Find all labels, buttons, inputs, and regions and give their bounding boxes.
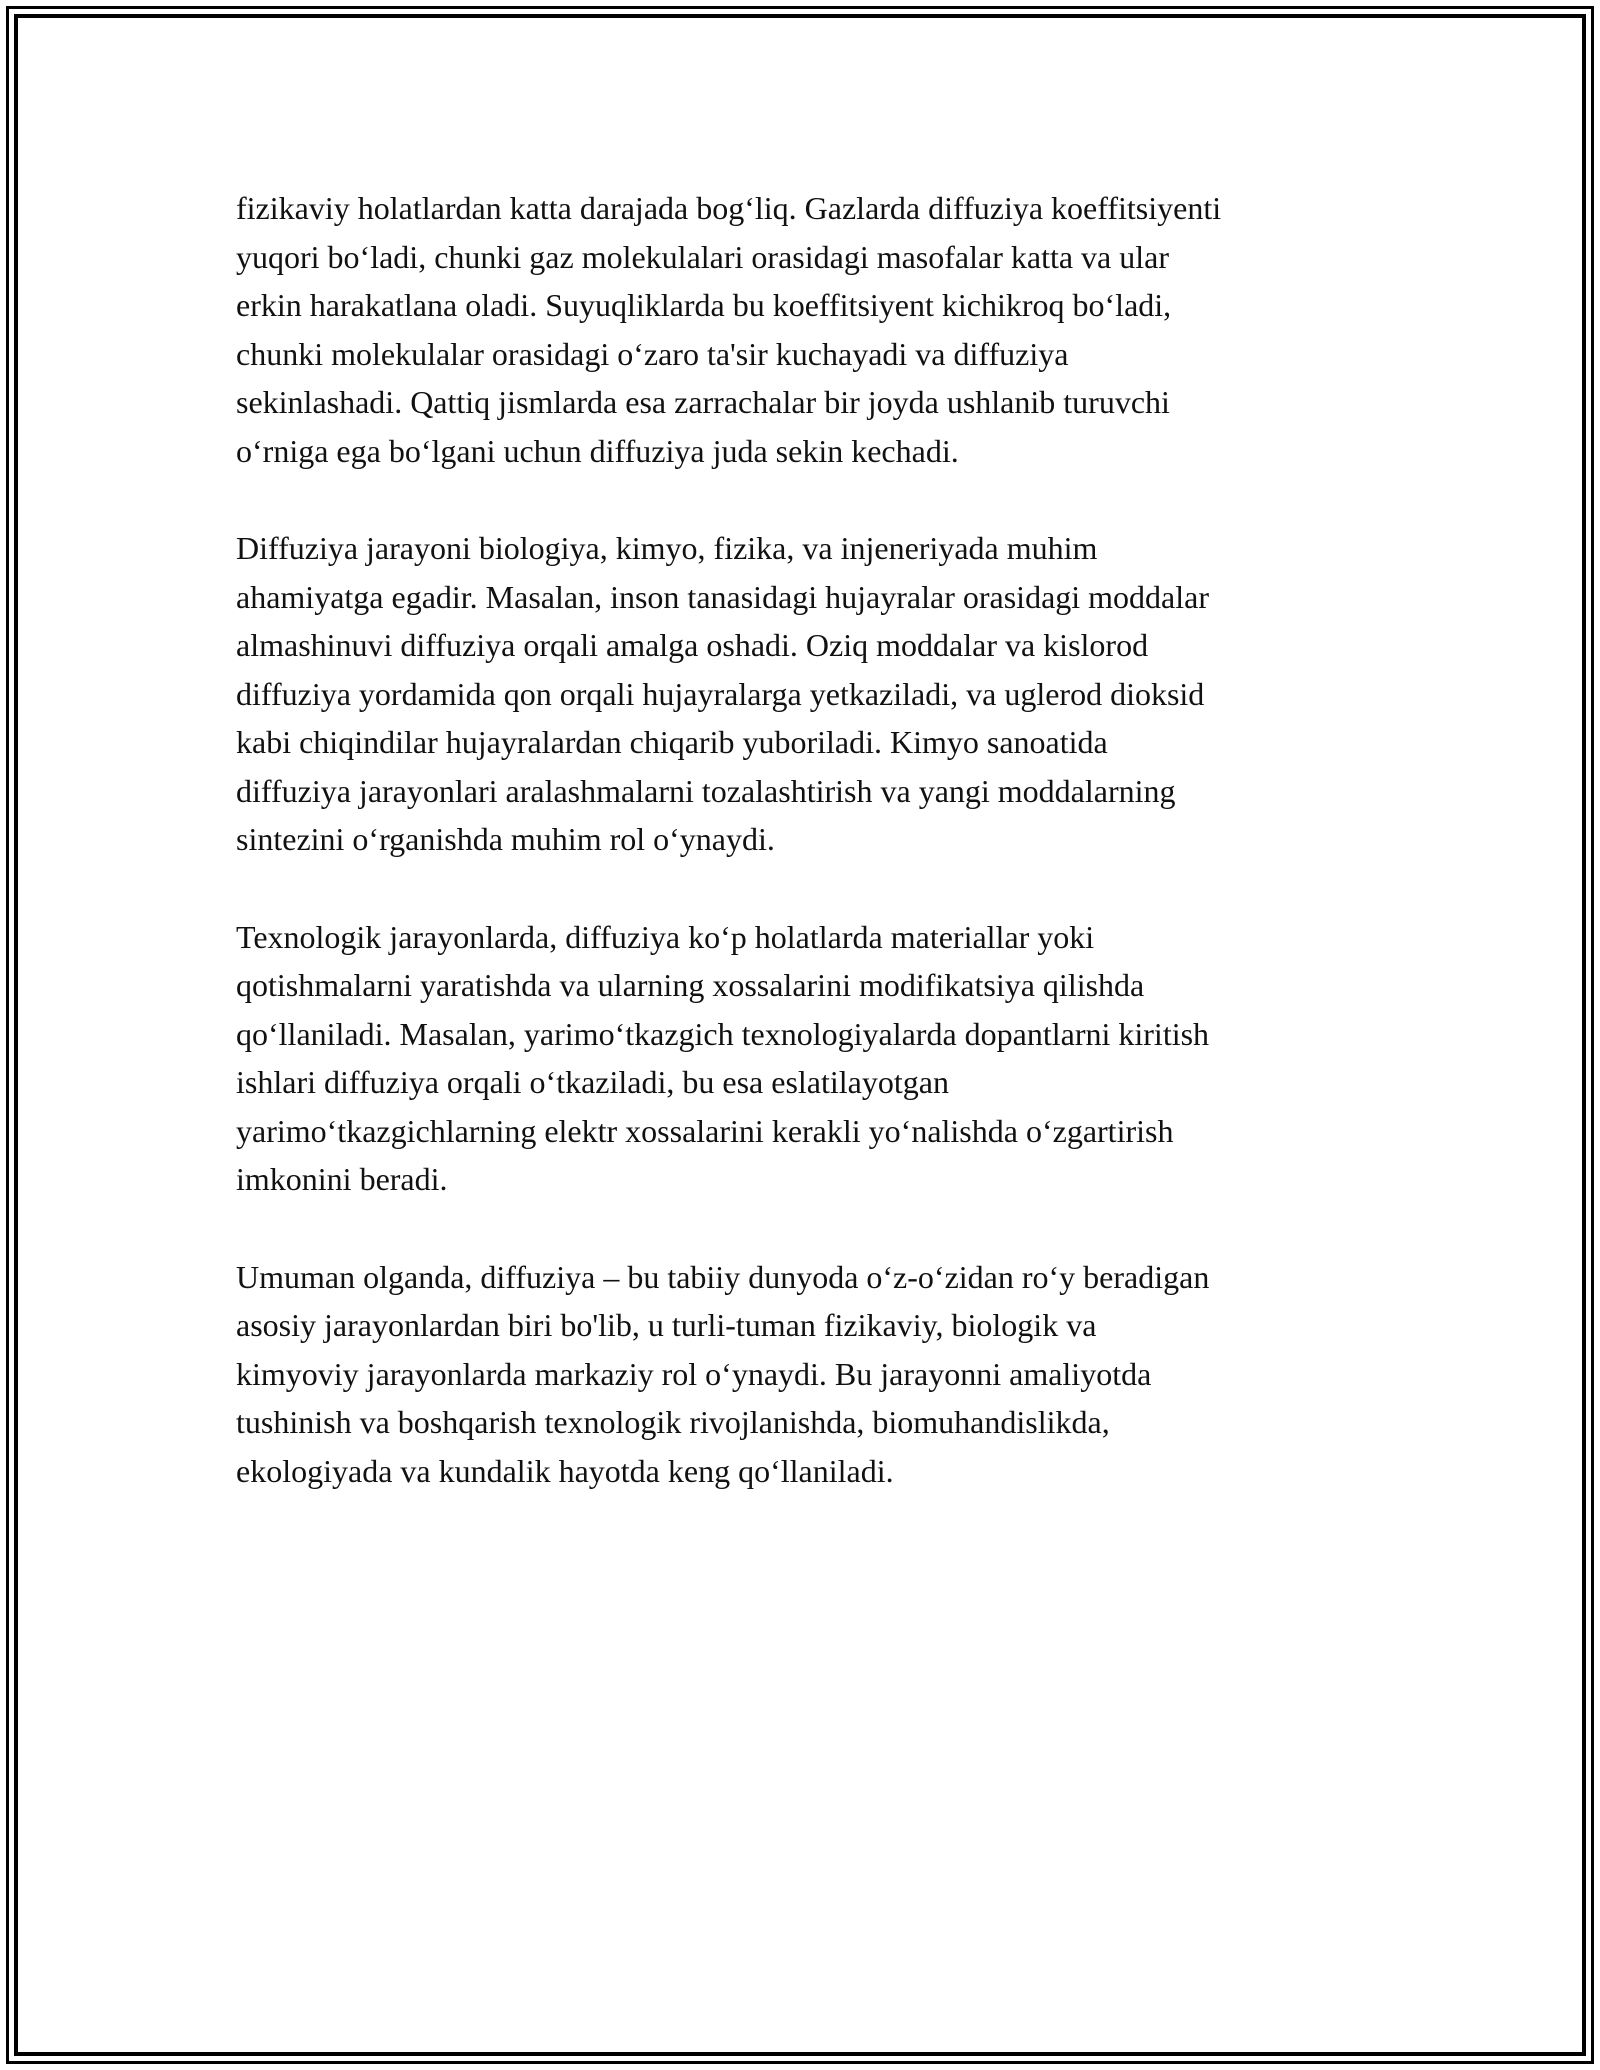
text-line: chunki molekulalar orasidagi o‘zaro ta'sir kuchayadi va diffuziya [236, 335, 1069, 372]
text-line: sekinlashadi. Qattiq jismlarda esa zarrachalar bir joyda ushlanib turuvchi [236, 384, 1170, 420]
text-line: ishlari diffuziya orqali o‘tkaziladi, bu esa eslatilayotgan [236, 1064, 949, 1100]
text-line: ekologiyada va kundalik hayotda keng qo‘llaniladi. [236, 1452, 894, 1489]
text-line: ahamiyatga egadir. Masalan, inson tanasidagi hujayralar orasidagi moddalar [236, 578, 1209, 615]
text-line: qotishmalarni yaratishda va ularning xossalarini modifikatsiya qilishda [236, 967, 1145, 1003]
paragraph-4 [236, 1253, 1376, 1496]
paragraph-1 [236, 184, 1376, 475]
document-body [236, 184, 1376, 1495]
text-line: diffuziya yordamida qon orqali hujayralarga yetkaziladi, va uglerod dioksid [236, 675, 1205, 712]
paragraph-3 [236, 913, 1376, 1204]
text-line: almashinuvi diffuziya orqali amalga oshadi. Oziq moddalar va kislorod [236, 627, 1149, 663]
text-line: Diffuziya jarayoni biologiya, kimyo, fizika, va injeneriyada muhim [236, 530, 1098, 566]
text-line: erkin harakatlana oladi. Suyuqliklarda bu koeffitsiyent kichikroq bo‘ladi, [236, 287, 1172, 323]
paragraph-2 [236, 524, 1376, 864]
text-line: qo‘llaniladi. Masalan, yarimo‘tkazgich texnologiyalarda dopantlarni kiritish [236, 1015, 1210, 1052]
text-line: o‘rniga ega bo‘lgani uchun diffuziya juda sekin kechadi. [236, 432, 959, 469]
text-line: asosiy jarayonlardan biri bo'lib, u turli-tuman fizikaviy, biologik va [236, 1307, 1097, 1343]
text-line: diffuziya jarayonlari aralashmalarni tozalashtirish va yangi moddalarning [236, 772, 1176, 809]
text-line: tushinish va boshqarish texnologik rivojlanishda, biomuhandislikda, [236, 1404, 1110, 1440]
text-line: fizikaviy holatlardan katta darajada bog‘liq. Gazlarda diffuziya koeffitsiyenti [236, 190, 1222, 226]
text-line: yarimo‘tkazgichlarning elektr xossalarini kerakli yo‘nalishda o‘zgartirish [236, 1112, 1174, 1149]
text-line: kimyoviy jarayonlarda markaziy rol o‘ynaydi. Bu jarayonni amaliyotda [236, 1355, 1152, 1392]
text-line: yuqori bo‘ladi, chunki gaz molekulalari orasidagi masofalar katta va ular [236, 238, 1169, 275]
text-line: sintezini o‘rganishda muhim rol o‘ynaydi. [236, 821, 775, 857]
text-line: Texnologik jarayonlarda, diffuziya ko‘p holatlarda materiallar yoki [236, 918, 1095, 955]
text-line: Umuman olganda, diffuziya – bu tabiiy dunyoda o‘z-o‘zidan ro‘y beradigan [236, 1258, 1210, 1295]
text-line: kabi chiqindilar hujayralardan chiqarib yuboriladi. Kimyo sanoatida [236, 724, 1108, 760]
text-line: imkonini beradi. [236, 1161, 448, 1197]
